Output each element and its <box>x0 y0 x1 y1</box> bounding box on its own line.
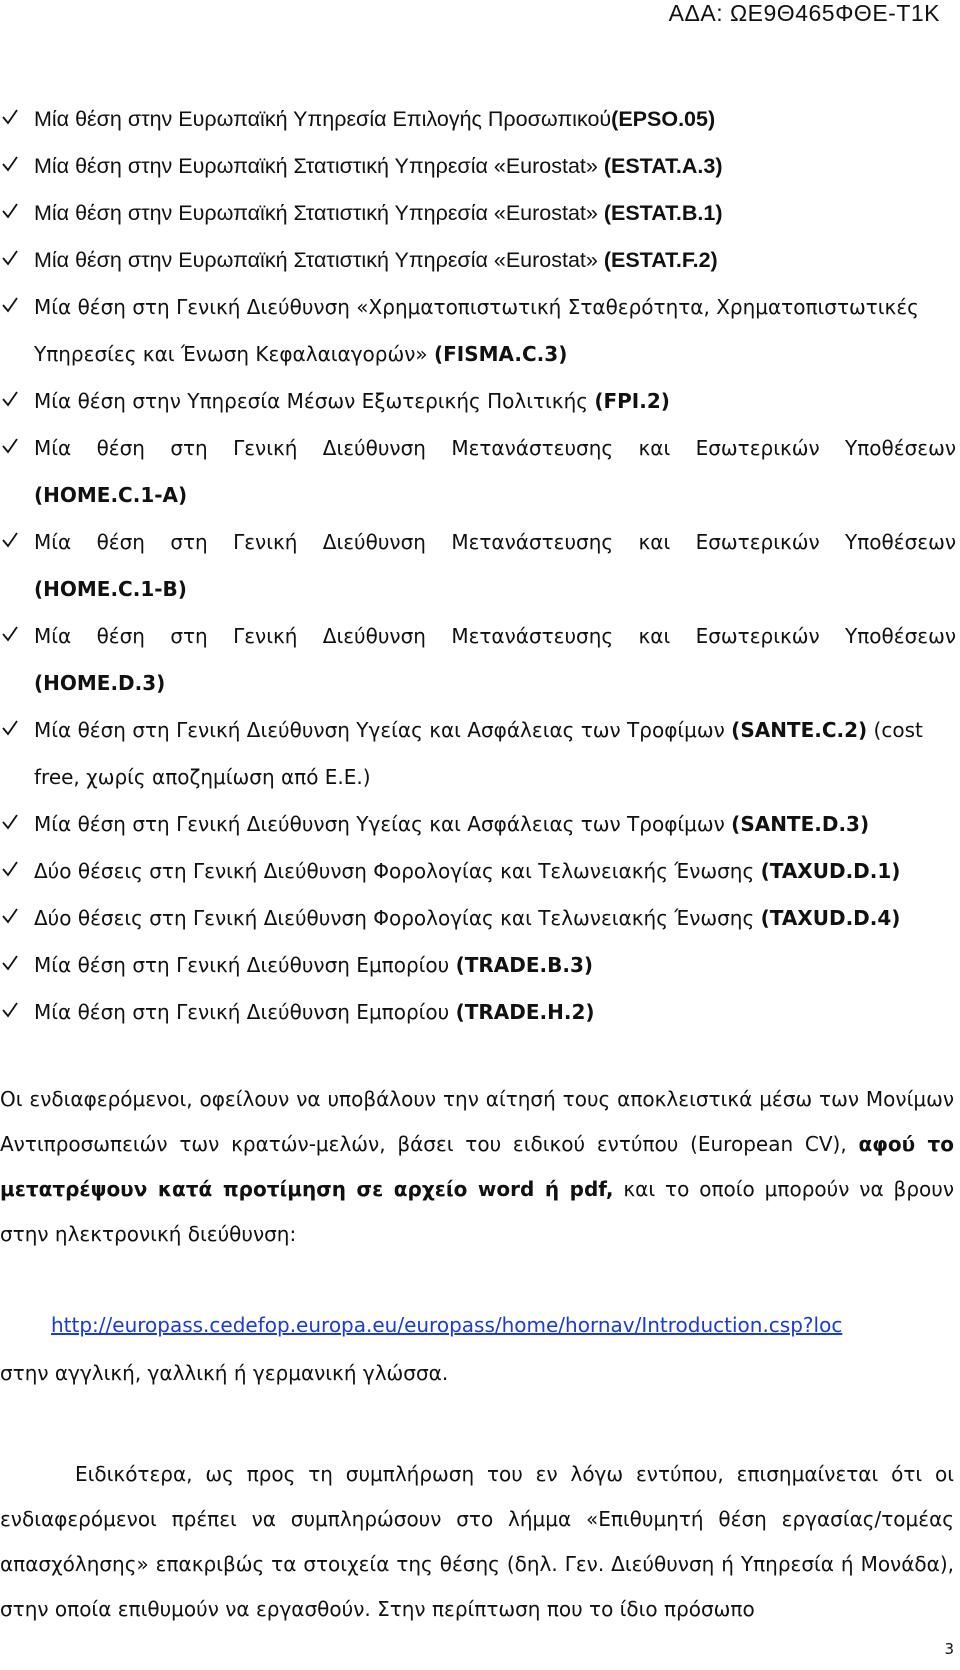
checkmark-icon <box>2 156 18 172</box>
list-item <box>0 942 960 989</box>
position-text: Μία θέση στη Γενική Διεύθυνση Υγείας και Ασφάλειας των Τροφίμων <box>34 718 732 742</box>
position-text: Μία θέση στην Υπηρεσία Μέσων Εξωτερικής Πολιτικής <box>34 389 595 413</box>
list-item <box>0 519 960 613</box>
list-item <box>0 237 960 284</box>
position-text: Μία θέση στη Γενική Διεύθυνση «Χρηματοπιστωτική Σταθερότητα, Χρηματοπιστωτικές Υπηρεσίες και Ένωση Κεφαλαιαγορών» <box>34 295 919 366</box>
list-item <box>0 378 960 425</box>
checkmark-icon <box>2 626 18 642</box>
checkmark-icon <box>2 297 18 313</box>
checkmark-icon <box>2 203 18 219</box>
list-item <box>0 284 960 378</box>
position-text: Μία θέση στη Γενική Διεύθυνση Εμπορίου <box>34 953 456 977</box>
positions-list <box>0 96 960 1036</box>
position-code: (FISMA.C.3) <box>434 342 568 366</box>
position-text: Μία θέση στη Γενική Διεύθυνση Υγείας και Ασφάλειας των Τροφίμων <box>34 812 732 836</box>
position-code: (TAXUD.D.4) <box>760 906 901 930</box>
position-code: (TAXUD.D.1) <box>760 859 901 883</box>
position-text: Δύο θέσεις στη Γενική Διεύθυνση Φορολογίας και Τελωνειακής Ένωσης <box>34 906 761 930</box>
list-item <box>0 96 960 143</box>
ada-code: ΑΔΑ: ΩΕ9Θ465ΦΘΕ-Τ1Κ <box>668 0 940 26</box>
checkmark-icon <box>2 250 18 266</box>
checkmark-icon <box>2 908 18 924</box>
list-item <box>0 613 960 707</box>
position-text: Μία θέση στην Ευρωπαϊκή Υπηρεσία Επιλογής Προσωπικού <box>34 107 612 131</box>
position-text: Μία θέση στην Ευρωπαϊκή Στατιστική Υπηρεσία «Eurostat» <box>34 248 604 272</box>
list-item <box>0 143 960 190</box>
position-code: (ESTAT.B.1) <box>603 201 723 225</box>
europass-link[interactable]: http://europass.cedefop.europa.eu/europass/home/hornav/Introduction.csp?loc <box>51 1313 843 1337</box>
checkmark-icon <box>2 438 18 454</box>
list-item <box>0 895 960 942</box>
position-code: (ESTAT.A.3) <box>603 154 723 178</box>
position-text: Μία θέση στη Γενική Διεύθυνση Μετανάστευσης και Εσωτερικών Υποθέσεων <box>34 530 956 554</box>
list-item <box>0 707 960 801</box>
checkmark-icon <box>2 391 18 407</box>
checkmark-icon <box>2 109 18 125</box>
checkmark-icon <box>2 1002 18 1018</box>
list-item <box>0 848 960 895</box>
checkmark-icon <box>2 720 18 736</box>
checkmark-icon <box>2 955 18 971</box>
checkmark-icon <box>2 861 18 877</box>
checkmark-icon <box>2 532 18 548</box>
position-text: Δύο θέσεις στη Γενική Διεύθυνση Φορολογίας και Τελωνειακής Ένωσης <box>34 859 761 883</box>
position-code: (SANTE.D.3) <box>731 812 870 836</box>
position-text: Μία θέση στην Ευρωπαϊκή Στατιστική Υπηρεσία «Eurostat» <box>34 154 604 178</box>
position-text: Μία θέση στην Ευρωπαϊκή Στατιστική Υπηρεσία «Eurostat» <box>34 201 604 225</box>
position-code: (TRADE.B.3) <box>455 953 593 977</box>
list-item <box>0 989 960 1036</box>
paragraph-bold-text: αφού το μετατρέψουν κατά προτίμηση σε αρχείο word ή pdf, <box>0 1132 954 1201</box>
position-code: (HOME.C.1-B) <box>34 577 187 601</box>
paragraph-text: Οι ενδιαφερόμενοι, οφείλουν να υποβάλουν την αίτησή τους αποκλειστικά μέσω των Μονίμων Αντιπροσωπειών των κρατών-μελών, βάσει του ειδικού εντύπου (European CV), <box>0 1087 954 1156</box>
list-item <box>0 190 960 237</box>
position-code: (HOME.D.3) <box>34 671 166 695</box>
list-item <box>0 425 960 519</box>
position-code: (ESTAT.F.2) <box>603 248 718 272</box>
list-item <box>0 801 960 848</box>
paragraph-text-end: και το οποίο μπορούν να βρουν στην ηλεκτρονική διεύθυνση: <box>0 1177 955 1246</box>
position-text: Μία θέση στη Γενική Διεύθυνση Μετανάστευσης και Εσωτερικών Υποθέσεων <box>34 436 956 460</box>
submission-paragraph <box>0 1077 954 1257</box>
position-code: (SANTE.C.2) <box>731 718 868 742</box>
position-code: (FPI.2) <box>594 389 670 413</box>
position-code: (EPSO.05) <box>611 107 716 131</box>
instructions-paragraph: Ειδικότερα, ως προς τη συμπλήρωση του εν λόγω εντύπου, επισημαίνεται ότι οι ενδιαφερόμενοι πρέπει να συμπληρώσουν στο λήμμα «Επιθυμητή θέση εργασίας/τομέας απασχόλησης» επακριβώς τα στοιχεία της θέσης (δηλ. Γεν. Διεύθυνση ή Υπηρεσία ή Μονάδα), στην οποία επιθυμούν να εργασθούν. Στην περίπτωση που το ίδιο πρόσωπο <box>0 1462 954 1621</box>
position-text: Μία θέση στη Γενική Διεύθυνση Μετανάστευσης και Εσωτερικών Υποθέσεων <box>34 624 956 648</box>
position-note: (cost free, χωρίς αποζημίωση από Ε.Ε.) <box>34 718 923 789</box>
position-code: (HOME.C.1-A) <box>34 483 188 507</box>
checkmark-icon <box>2 814 18 830</box>
position-text: Μία θέση στη Γενική Διεύθυνση Εμπορίου <box>34 1000 456 1024</box>
page-number: 3 <box>944 1640 954 1658</box>
position-code: (TRADE.H.2) <box>455 1000 595 1024</box>
language-note: στην αγγλική, γαλλική ή γερμανική γλώσσα. <box>0 1361 449 1385</box>
